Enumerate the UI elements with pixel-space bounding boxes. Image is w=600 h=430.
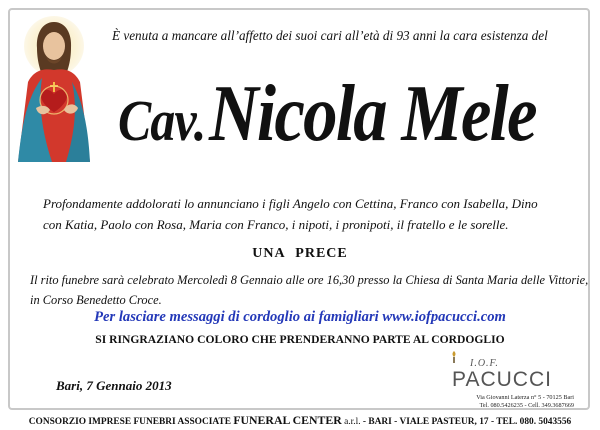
family-line-1: Profondamente addolorati lo annunciano i figli Angelo con Cettina, Franco con Isabella, Dino xyxy=(43,196,538,211)
footer-address: - BARI - VIALE PASTEUR, 17 - TEL. 080. 5043556 xyxy=(362,417,572,427)
deceased-fullname: Nicola Mele xyxy=(208,70,536,158)
condolence-link[interactable]: Per lasciare messaggi di cordoglio ai famigliari www.iofpacucci.com xyxy=(94,309,506,325)
footer-consortium xyxy=(0,412,600,428)
thanks-line: SI RINGRAZIANO COLORO CHE PRENDERANNO PARTE AL CORDOGLIO xyxy=(95,333,505,346)
agency-contacts xyxy=(440,394,574,410)
footer-company-type: a.r.l. xyxy=(341,417,363,427)
footer-brand: FUNERAL CENTER xyxy=(233,413,342,427)
funeral-line-1: Il rito funebre sarà celebrato Mercoledì 8 Gennaio alle ore 16,30 presso la Chiesa di Santa Maria delle Vittorie, xyxy=(30,273,589,287)
deceased-honorific: Cav. xyxy=(118,88,206,153)
deceased-name xyxy=(118,70,536,158)
family-line-2: con Katia, Paolo con Rosa, Maria con Franco, i nipoti, i pronipoti, il fratello e le sorelle. xyxy=(43,217,509,232)
sacred-heart-image xyxy=(8,12,100,174)
funeral-line-2: in Corso Benedetto Croce. xyxy=(30,293,162,307)
intro-line: È venuta a mancare all’affetto dei suoi cari all’età di 93 anni la cara esistenza del xyxy=(112,28,548,43)
notice-date: Bari, 7 Gennaio 2013 xyxy=(56,378,172,393)
agency-phones: Tel. 080.5426235 - Cell. 349.3687669 xyxy=(479,402,574,409)
family-announcement xyxy=(43,193,583,235)
agency-address: Via Giovanni Laterza n° 5 - 70125 Bari xyxy=(476,394,574,401)
prayer-heading: UNA PRECE xyxy=(252,246,348,261)
funeral-details xyxy=(30,270,590,310)
agency-name: PACUCCI xyxy=(452,368,552,391)
agency-torch-icon xyxy=(448,350,460,364)
footer-consortium-label: CONSORZIO IMPRESE FUNEBRI ASSOCIATE xyxy=(28,417,234,427)
agency-abbreviation: I.O.F. xyxy=(470,358,499,369)
